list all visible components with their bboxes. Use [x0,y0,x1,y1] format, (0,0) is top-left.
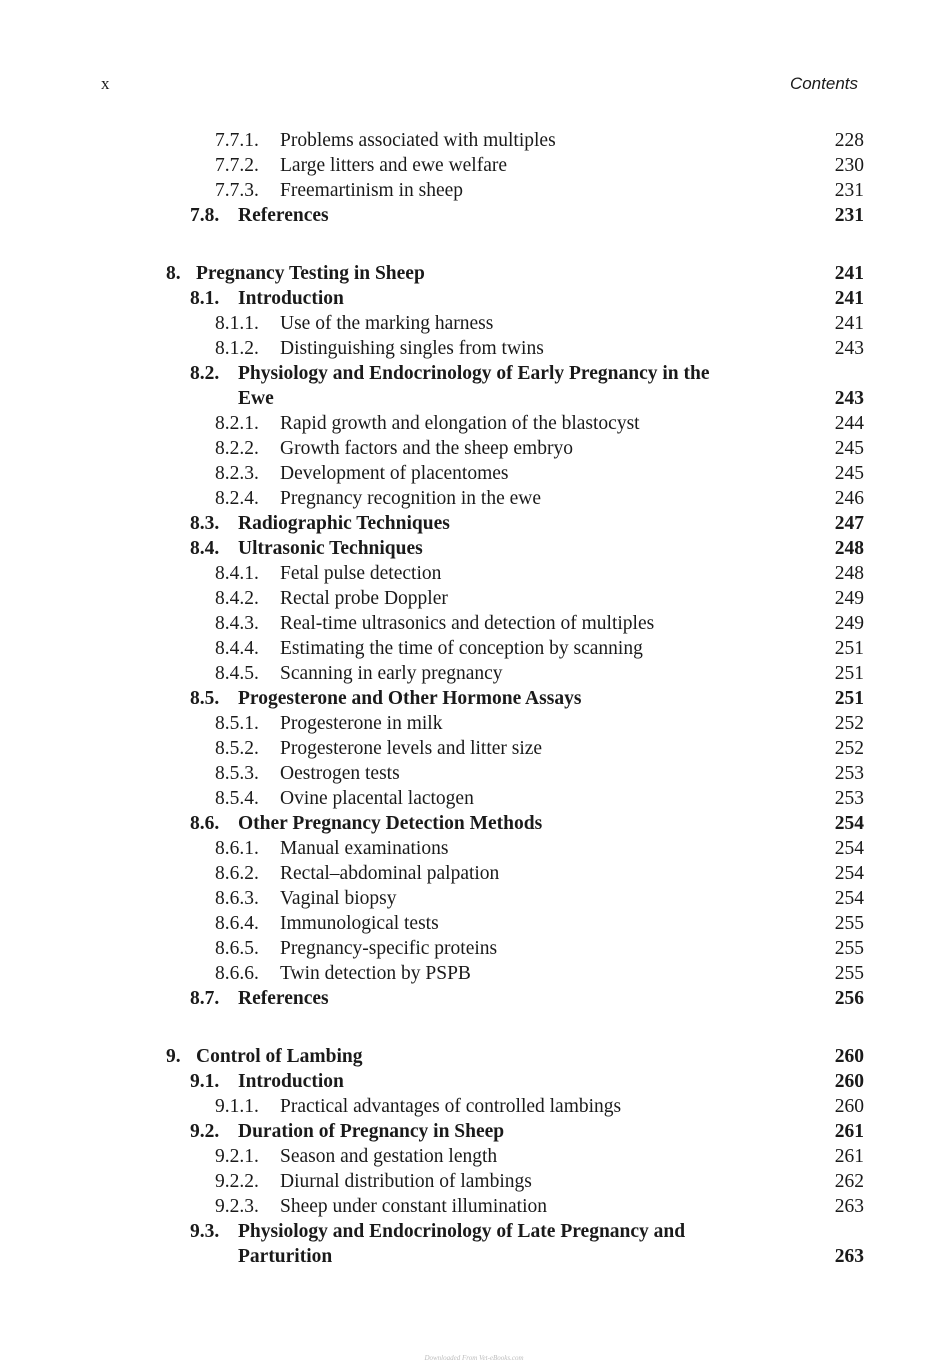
toc-section-entry [0,1069,948,1094]
toc-section-entry [0,1119,948,1144]
toc-subsection-entry [0,886,948,911]
entry-number: 8.6.3. [215,888,259,909]
entry-title: Physiology and Endocrinology of Early Pregnancy in the [238,363,710,384]
toc-entry-continuation [0,386,948,411]
entry-title: Sheep under constant illumination [280,1196,547,1217]
entry-page-number: 260 [834,1071,864,1092]
entry-page-number: 245 [834,463,864,484]
entry-number: 8.7. [190,988,220,1009]
entry-title: Radiographic Techniques [238,513,450,534]
entry-page-number: 247 [834,513,864,534]
running-head: Contents [789,74,858,93]
entry-page-number: 246 [834,488,864,509]
entry-title: Introduction [238,1071,344,1092]
entry-page-number: 252 [834,713,864,734]
entry-page-number: 261 [834,1146,864,1167]
entry-number: 8.4.5. [215,663,259,684]
toc-subsection-entry [0,1094,948,1119]
entry-page-number: 248 [834,563,864,584]
toc-section-entry [0,536,948,561]
entry-page-number: 249 [834,613,864,634]
toc-subsection-entry [0,711,948,736]
toc-subsection-entry [0,486,948,511]
entry-number: 9.3. [190,1221,220,1242]
entry-number: 8.2.1. [215,413,259,434]
entry-title: References [238,988,329,1009]
entry-number: 8.2. [190,363,220,384]
entry-number: 7.7.2. [215,155,259,176]
entry-page-number: 255 [834,963,864,984]
entry-title: Freemartinism in sheep [280,180,464,201]
toc-subsection-entry [0,128,948,153]
entry-page-number: 254 [834,863,864,884]
toc-subsection-entry [0,311,948,336]
toc-subsection-entry [0,761,948,786]
entry-page-number: 241 [834,313,864,334]
entry-number: 9. [166,1046,181,1067]
toc-subsection-entry [0,1169,948,1194]
toc-subsection-entry [0,1144,948,1169]
entry-title: Progesterone and Other Hormone Assays [238,688,582,709]
entry-page-number: 260 [834,1046,864,1067]
entry-page-number: 244 [834,413,864,434]
toc-subsection-entry [0,153,948,178]
entry-number: 8.3. [190,513,220,534]
entry-title: Rectal–abdominal palpation [280,863,500,884]
entry-title: Ewe [238,388,274,409]
entry-page-number: 241 [834,288,864,309]
toc-section-entry [0,203,948,228]
entry-title: Pregnancy recognition in the ewe [280,488,541,509]
entry-page-number: 254 [834,813,864,834]
entry-number: 8.5.3. [215,763,259,784]
entry-number: 7.7.3. [215,180,259,201]
toc-section-entry [0,361,948,386]
entry-title: Pregnancy Testing in Sheep [196,263,425,284]
toc-section-entry [0,286,948,311]
entry-title: Parturition [238,1246,333,1267]
entry-number: 8.1.2. [215,338,259,359]
entry-number: 9.2.2. [215,1171,259,1192]
toc-chapter-entry [0,261,948,286]
entry-page-number: 251 [834,688,864,709]
entry-title: Duration of Pregnancy in Sheep [238,1121,505,1142]
entry-number: 8.4.3. [215,613,259,634]
toc-subsection-entry [0,586,948,611]
toc-section-entry [0,686,948,711]
toc-subsection-entry [0,911,948,936]
entry-title: Vaginal biopsy [280,888,397,909]
entry-number: 8.2.2. [215,438,259,459]
entry-title: Large litters and ewe welfare [280,155,508,176]
entry-number: 8.4. [190,538,220,559]
entry-title: Immunological tests [280,913,439,934]
toc-subsection-entry [0,636,948,661]
toc-subsection-entry [0,436,948,461]
toc-section-entry [0,511,948,536]
entry-page-number: 263 [834,1246,864,1267]
toc-subsection-entry [0,611,948,636]
entry-title: Oestrogen tests [280,763,400,784]
entry-number: 7.8. [190,205,220,226]
entry-number: 8.6.6. [215,963,259,984]
entry-title: Twin detection by PSPB [280,963,471,984]
entry-number: 8.4.4. [215,638,259,659]
entry-title: Other Pregnancy Detection Methods [238,813,543,834]
entry-page-number: 228 [834,130,864,151]
entry-number: 9.2. [190,1121,220,1142]
entry-title: Use of the marking harness [280,313,494,334]
entry-number: 9.1. [190,1071,220,1092]
entry-page-number: 249 [834,588,864,609]
table-of-contents [0,128,948,1269]
entry-page-number: 255 [834,913,864,934]
toc-section-entry [0,1219,948,1244]
entry-page-number: 254 [834,888,864,909]
entry-title: Introduction [238,288,344,309]
entry-page-number: 263 [834,1196,864,1217]
entry-number: 8.1. [190,288,220,309]
entry-number: 8.2.3. [215,463,259,484]
toc-subsection-entry [0,736,948,761]
entry-title: Manual examinations [280,838,449,859]
entry-number: 8.5.2. [215,738,259,759]
toc-subsection-entry [0,836,948,861]
entry-title: Problems associated with multiples [280,130,556,151]
toc-subsection-entry [0,786,948,811]
entry-page-number: 253 [834,763,864,784]
entry-page-number: 256 [834,988,864,1009]
entry-title: Rapid growth and elongation of the blastocyst [280,413,640,434]
entry-title: Season and gestation length [280,1146,498,1167]
entry-number: 9.2.3. [215,1196,259,1217]
entry-number: 8.4.2. [215,588,259,609]
entry-number: 8.6.2. [215,863,259,884]
toc-subsection-entry [0,961,948,986]
entry-number: 9.2.1. [215,1146,259,1167]
download-watermark: Downloaded From Vet-eBooks.com [424,1354,524,1362]
entry-number: 7.7.1. [215,130,259,151]
entry-page-number: 248 [834,538,864,559]
toc-subsection-entry [0,561,948,586]
entry-number: 8.5. [190,688,220,709]
entry-title: Ovine placental lactogen [280,788,474,809]
entry-page-number: 231 [834,180,864,201]
entry-number: 8.6.4. [215,913,259,934]
entry-page-number: 261 [834,1121,864,1142]
entry-title: Fetal pulse detection [280,563,442,584]
entry-number: 8. [166,263,181,284]
entry-number: 9.1.1. [215,1096,259,1117]
toc-subsection-entry [0,661,948,686]
entry-page-number: 243 [834,338,864,359]
entry-page-number: 255 [834,938,864,959]
entry-title: Progesterone levels and litter size [280,738,543,759]
toc-entry-continuation [0,1244,948,1269]
entry-page-number: 260 [834,1096,864,1117]
toc-subsection-entry [0,178,948,203]
entry-page-number: 252 [834,738,864,759]
entry-title: Ultrasonic Techniques [238,538,423,559]
entry-page-number: 243 [834,388,864,409]
entry-page-number: 253 [834,788,864,809]
entry-page-number: 241 [834,263,864,284]
entry-title: Pregnancy-specific proteins [280,938,498,959]
section-gap [0,1011,948,1044]
toc-chapter-entry [0,1044,948,1069]
toc-subsection-entry [0,1194,948,1219]
entry-number: 8.5.4. [215,788,259,809]
entry-title: Practical advantages of controlled lambings [280,1096,622,1117]
entry-number: 8.1.1. [215,313,259,334]
toc-subsection-entry [0,461,948,486]
toc-section-entry [0,986,948,1011]
entry-page-number: 254 [834,838,864,859]
toc-subsection-entry [0,411,948,436]
entry-title: Progesterone in milk [280,713,443,734]
entry-page-number: 262 [834,1171,864,1192]
entry-page-number: 245 [834,438,864,459]
entry-number: 8.2.4. [215,488,259,509]
page-header [0,74,948,98]
entry-number: 8.4.1. [215,563,259,584]
entry-number: 8.5.1. [215,713,259,734]
section-gap [0,228,948,261]
entry-number: 8.6.5. [215,938,259,959]
entry-title: Control of Lambing [196,1046,363,1067]
toc-subsection-entry [0,936,948,961]
entry-title: Physiology and Endocrinology of Late Pregnancy and [238,1221,686,1242]
entry-title: Real-time ultrasonics and detection of multiples [280,613,655,634]
entry-page-number: 230 [834,155,864,176]
entry-title: Development of placentomes [280,463,509,484]
toc-subsection-entry [0,336,948,361]
entry-number: 8.6.1. [215,838,259,859]
entry-page-number: 231 [834,205,864,226]
toc-subsection-entry [0,861,948,886]
entry-number: 8.6. [190,813,220,834]
entry-title: Distinguishing singles from twins [280,338,544,359]
entry-page-number: 251 [834,663,864,684]
toc-section-entry [0,811,948,836]
entry-title: Scanning in early pregnancy [280,663,503,684]
entry-page-number: 251 [834,638,864,659]
entry-title: Diurnal distribution of lambings [280,1171,532,1192]
entry-title: Growth factors and the sheep embryo [280,438,573,459]
entry-title: Rectal probe Doppler [280,588,448,609]
page-number: x [101,74,110,93]
entry-title: Estimating the time of conception by scanning [280,638,643,659]
entry-title: References [238,205,329,226]
